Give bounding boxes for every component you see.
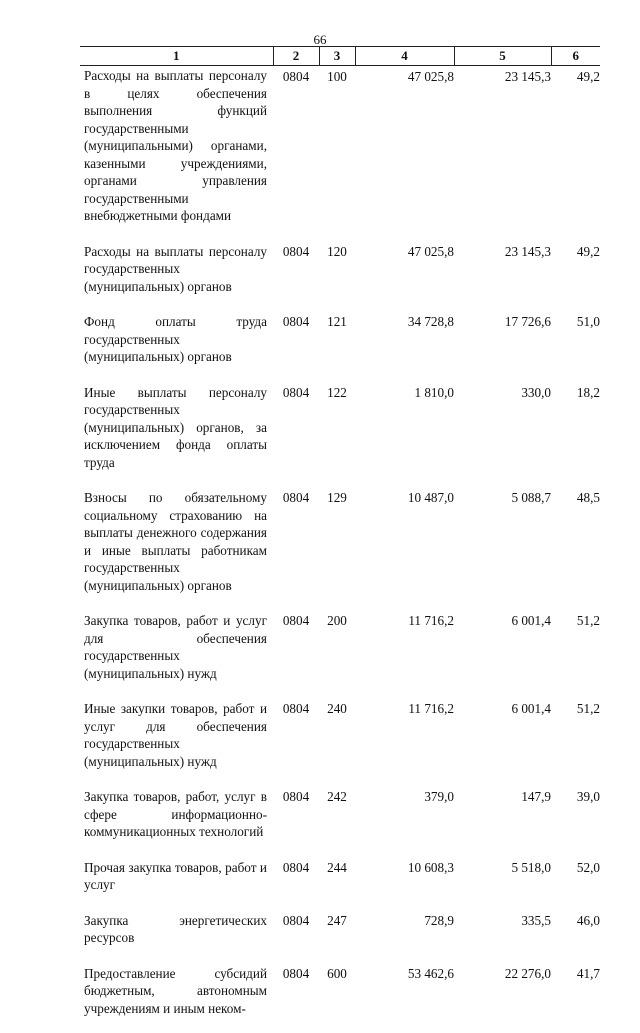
row-description: Иные закупки товаров, работ и услуг для обеспечения государственных (муниципальных) нужд <box>80 698 273 786</box>
table-row <box>80 487 600 610</box>
row-section-code: 0804 <box>273 857 319 910</box>
row-percent: 52,0 <box>551 857 600 910</box>
row-section-code: 0804 <box>273 66 319 241</box>
header-col-5: 5 <box>454 47 551 66</box>
row-percent: 51,2 <box>551 698 600 786</box>
row-description: Иные выплаты персоналу государственных (муниципальных) органов, за исключением фонда оплаты труда <box>80 382 273 488</box>
row-percent: 46,0 <box>551 910 600 963</box>
table-row <box>80 382 600 488</box>
row-actual-amount: 5 088,7 <box>454 487 551 610</box>
row-section-code: 0804 <box>273 698 319 786</box>
header-col-4: 4 <box>355 47 454 66</box>
row-plan-amount: 379,0 <box>355 786 454 857</box>
row-expense-type: 120 <box>319 241 355 312</box>
row-expense-type: 129 <box>319 487 355 610</box>
row-plan-amount: 47 025,8 <box>355 66 454 241</box>
row-actual-amount: 23 145,3 <box>454 66 551 241</box>
row-expense-type: 244 <box>319 857 355 910</box>
row-percent: 51,2 <box>551 610 600 698</box>
row-percent: 39,0 <box>551 786 600 857</box>
row-section-code: 0804 <box>273 241 319 312</box>
row-section-code: 0804 <box>273 910 319 963</box>
table-row <box>80 910 600 963</box>
table-row <box>80 786 600 857</box>
row-expense-type: 100 <box>319 66 355 241</box>
row-percent: 48,5 <box>551 487 600 610</box>
row-section-code: 0804 <box>273 963 319 1033</box>
row-description: Взносы по обязательному социальному страхованию на выплаты денежного содержания и иные выплаты работникам государственных (муниципальных) органов <box>80 487 273 610</box>
row-section-code: 0804 <box>273 311 319 382</box>
table-row <box>80 698 600 786</box>
row-section-code: 0804 <box>273 786 319 857</box>
row-plan-amount: 728,9 <box>355 910 454 963</box>
row-section-code: 0804 <box>273 382 319 488</box>
row-plan-amount: 34 728,8 <box>355 311 454 382</box>
row-description: Фонд оплаты труда государственных (муниципальных) органов <box>80 311 273 382</box>
row-actual-amount: 330,0 <box>454 382 551 488</box>
row-actual-amount: 17 726,6 <box>454 311 551 382</box>
table-row <box>80 241 600 312</box>
row-percent: 49,2 <box>551 241 600 312</box>
row-description: Закупка товаров, работ, услуг в сфере информационно-коммуникационных технологий <box>80 786 273 857</box>
row-description: Расходы на выплаты персоналу в целях обеспечения выполнения функций государственными (муниципальными) органами, казенными учреждениями, органами управления государственными внебюджетными фондами <box>80 66 273 241</box>
row-actual-amount: 5 518,0 <box>454 857 551 910</box>
header-col-3: 3 <box>319 47 355 66</box>
row-description: Закупка товаров, работ и услуг для обеспечения государственных (муниципальных) нужд <box>80 610 273 698</box>
row-expense-type: 242 <box>319 786 355 857</box>
row-expense-type: 247 <box>319 910 355 963</box>
row-actual-amount: 6 001,4 <box>454 698 551 786</box>
budget-table <box>80 46 600 1033</box>
row-section-code: 0804 <box>273 487 319 610</box>
header-col-1: 1 <box>80 47 273 66</box>
row-actual-amount: 22 276,0 <box>454 963 551 1033</box>
row-plan-amount: 10 608,3 <box>355 857 454 910</box>
row-actual-amount: 6 001,4 <box>454 610 551 698</box>
row-plan-amount: 47 025,8 <box>355 241 454 312</box>
row-expense-type: 121 <box>319 311 355 382</box>
row-percent: 18,2 <box>551 382 600 488</box>
row-description: Расходы на выплаты персоналу государственных (муниципальных) органов <box>80 241 273 312</box>
row-description: Предоставление субсидий бюджетным, автономным учреждениям и иным неком- <box>80 963 273 1033</box>
table-body <box>80 66 600 1033</box>
row-percent: 41,7 <box>551 963 600 1033</box>
row-expense-type: 600 <box>319 963 355 1033</box>
row-actual-amount: 147,9 <box>454 786 551 857</box>
table-row <box>80 963 600 1033</box>
table-row <box>80 311 600 382</box>
row-plan-amount: 1 810,0 <box>355 382 454 488</box>
header-col-2: 2 <box>273 47 319 66</box>
row-percent: 49,2 <box>551 66 600 241</box>
row-expense-type: 122 <box>319 382 355 488</box>
row-description: Закупка энергетических ресурсов <box>80 910 273 963</box>
row-actual-amount: 335,5 <box>454 910 551 963</box>
table-header <box>80 47 600 66</box>
row-percent: 51,0 <box>551 311 600 382</box>
row-plan-amount: 10 487,0 <box>355 487 454 610</box>
row-plan-amount: 11 716,2 <box>355 698 454 786</box>
row-expense-type: 200 <box>319 610 355 698</box>
row-expense-type: 240 <box>319 698 355 786</box>
table-row <box>80 610 600 698</box>
row-actual-amount: 23 145,3 <box>454 241 551 312</box>
row-plan-amount: 11 716,2 <box>355 610 454 698</box>
row-section-code: 0804 <box>273 610 319 698</box>
header-col-6: 6 <box>551 47 600 66</box>
table-row <box>80 66 600 241</box>
page-number: 66 <box>0 33 640 47</box>
row-plan-amount: 53 462,6 <box>355 963 454 1033</box>
row-description: Прочая закупка товаров, работ и услуг <box>80 857 273 910</box>
table-row <box>80 857 600 910</box>
